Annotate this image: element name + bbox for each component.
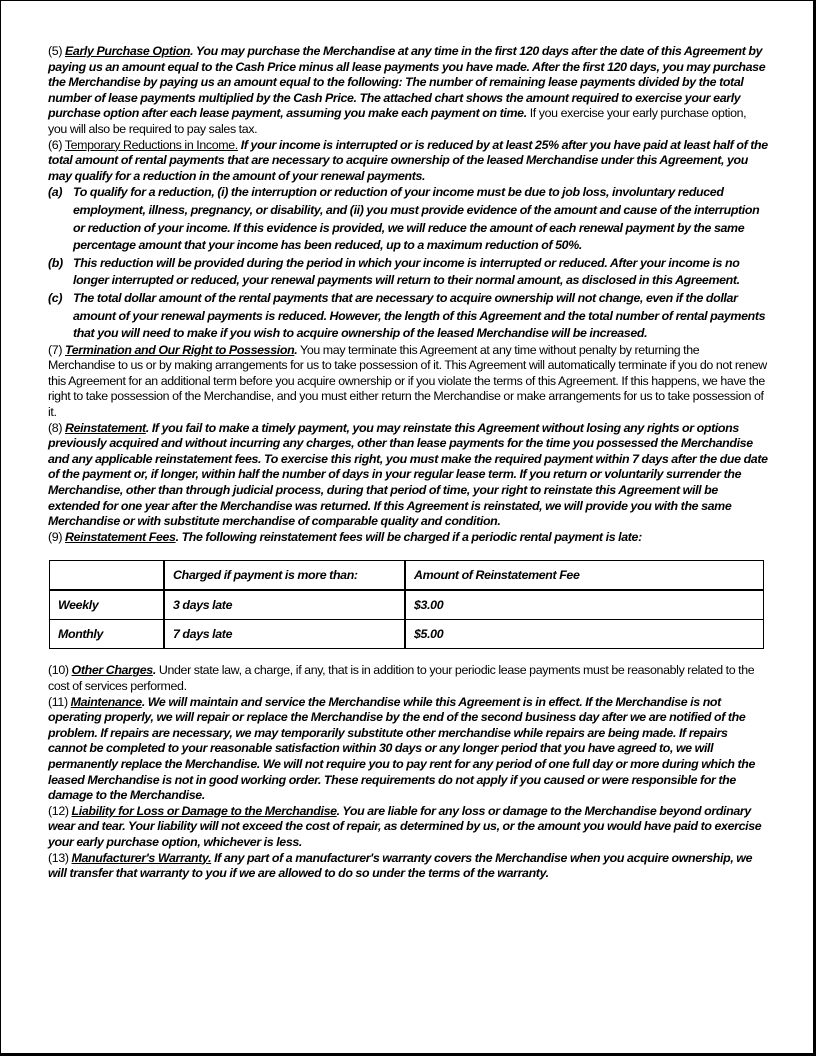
table-header-cell: Amount of Reinstatement Fee (405, 561, 764, 591)
heading-punctuation: . (145, 420, 149, 435)
table-header-cell: Charged if payment is more than: (164, 561, 405, 591)
table-cell-period: Monthly (50, 620, 165, 649)
section-heading: Reinstatement (65, 420, 146, 435)
sub-item-text: This reduction will be provided during the period in which your income is interrupted or reduced. After your income is no longer interrupted or reduced, your renewal payments will return to their normal amount, as disclosed in this Agreement. (73, 255, 740, 288)
heading-punctuation: . (294, 342, 298, 357)
table-cell-fee: $3.00 (405, 590, 764, 620)
section-bold-text: If your income is interrupted or is reduced by at least 25% after you have paid at least half of the total amount of rental payments that are necessary to acquire ownership of the leased Merchandise under this Agreement, you may qualify for a reduction in the amount of your renewal payments. (48, 137, 768, 183)
heading-punctuation: . (336, 803, 340, 818)
section-heading: Manufacturer's Warranty. (71, 850, 212, 865)
section-number: (8) (48, 420, 65, 435)
section-other-charges (48, 663, 768, 694)
section-number: (13) (48, 850, 72, 865)
document-content (48, 44, 768, 882)
sub-item-a (48, 184, 768, 254)
section-bold-text: We will maintain and service the Merchandise while this Agreement is in effect. If the Merchandise is not operating properly, we will repair or replace the Merchandise by the end of the second business day after we are notified of the problem. If repairs are necessary, we may temporarily substitute other merchandise while repairs are being made. If repairs cannot be completed to your reasonable satisfaction within 30 days or any longer period that you have agreed to, we will permanently replace the Merchandise. We will not require you to pay rent for any period of one full day or more during which the leased Merchandise is not in good working order. These requirements do not apply if you caused or were responsible for the damage to the Merchandise. (48, 694, 756, 803)
section-number: (11) (48, 694, 71, 709)
sub-item-b (48, 255, 768, 290)
sub-item-text: The total dollar amount of the rental payments that are necessary to acquire ownership will not change, even if the dollar amount of your renewal payments is reduced. However, the length of this Agreement and the total number of rental payments that you will need to make if you wish to acquire ownership of the leased Merchandise will be increased. (73, 290, 766, 341)
section-number: (10) (48, 663, 72, 678)
heading-punctuation: . (141, 694, 145, 709)
section-bold-text: You are liable for any loss or damage to the Merchandise beyond ordinary wear and tear. Your liability will not exceed the cost of repair, as determined by us, or the amount you would have paid to exercise your early purchase option, whichever is less. (48, 803, 762, 849)
sub-item-label: (b) (48, 255, 63, 270)
table-cell-late-threshold: 7 days late (164, 620, 405, 649)
table-row (50, 590, 764, 620)
section-heading: Termination and Our Right to Possession (65, 342, 295, 357)
heading-punctuation: . (190, 44, 196, 58)
section-plain-text: Under state law, a charge, if any, that is in addition to your periodic lease payments must be reasonably related to the cost of services performed. (48, 663, 755, 693)
section-number: (7) (48, 342, 65, 357)
section-reinstatement-fees (48, 530, 768, 546)
section-liability (48, 804, 768, 851)
section-number: (6) (48, 137, 65, 152)
sub-item-text: To qualify for a reduction, (i) the interruption or reduction of your income must be due to job loss, involuntary reduced employment, illness, pregnancy, or disability, and (ii) you must provide evidence of the amount and cause of the interruption or reduction of your income. If this evidence is provided, we will reduce the amount of each renewal payment by the same percentage amount that your income has been reduced, up to a maximum reduction of 50%. (73, 185, 760, 253)
section-heading: Maintenance (70, 694, 142, 709)
heading-punctuation: . (175, 529, 179, 544)
table-cell-fee: $5.00 (405, 620, 764, 649)
reinstatement-fees-table (49, 560, 764, 649)
section-bold-text: You may purchase the Merchandise at any time in the first 120 days after the date of this Agreement by paying us an amount equal to the Cash Price minus all lease payments you have made. After the first 120 days, you may purchase the Merchandise by paying us an amount equal to the following: The number of remaining lease payments divided by the total number of lease payments multiplied by the Cash Price. The attached chart shows the amount required to exercise your early purchase option after each lease payment, assuming you make each payment on time. (48, 44, 766, 121)
section-manufacturer-warranty (48, 851, 768, 882)
section-number: (9) (48, 529, 65, 544)
section-number: (12) (48, 803, 72, 818)
table-cell-late-threshold: 3 days late (164, 590, 405, 620)
section-temporary-reductions (48, 138, 768, 185)
section-heading: Temporary Reductions in Income. (64, 137, 238, 152)
section-bold-text: The following reinstatement fees will be charged if a periodic rental payment is late: (178, 529, 642, 544)
sub-item-label: (c) (48, 290, 63, 305)
table-row (50, 620, 764, 649)
section-heading: Liability for Loss or Damage to the Merchandise (71, 803, 337, 818)
section-termination (48, 343, 768, 421)
table-cell-period: Weekly (50, 590, 165, 620)
heading-punctuation: . (152, 663, 156, 678)
section-reinstatement (48, 421, 768, 530)
table-header-cell (50, 561, 165, 591)
section-maintenance (48, 695, 768, 804)
section-heading: Early Purchase Option (65, 44, 191, 58)
table-header-row (50, 561, 764, 591)
sub-item-c (48, 290, 768, 343)
section-heading: Reinstatement Fees (65, 529, 176, 544)
sub-item-label: (a) (48, 185, 63, 200)
section-number: (5) (48, 44, 65, 58)
section-heading: Other Charges (71, 663, 153, 678)
section-bold-text: If any part of a manufacturer's warranty covers the Merchandise when you acquire ownership, we will transfer that warranty to you if we are allowed to do so under the terms of the warranty. (48, 850, 753, 881)
section-bold-text: If you fail to make a timely payment, you may reinstate this Agreement without losing any rights or options previously acquired and without incurring any charges, other than lease payments for the time you possessed the Merchandise and any applicable reinstatement fees. To exercise this right, you must make the required payment within 7 days after the due date of the payment or, if longer, within half the number of days in your regular lease term. If you return or voluntarily surrender the Merchandise, other than through judicial process, during that period of time, your right to reinstate this Agreement will be extended for one year after the Merchandise was returned. If this Agreement is reinstated, we will provide you with the same Merchandise or with substitute merchandise of comparable quality and condition. (48, 420, 768, 529)
section-plain-text: You may terminate this Agreement at any time without penalty by returning the Merchandise to us or by making arrangements for us to take possession of it. This Agreement will automatically terminate if you do not renew this Agreement for an additional term before you acquire ownership or if you violate the terms of this Agreement. If this happens, we have the right to take possession of the Merchandise, and you must either return the Merchandise or make arrangements for us to take possession of it. (48, 342, 767, 420)
section-early-purchase-option (48, 44, 768, 138)
section-plain-text: If you exercise your early purchase option, you will also be required to pay sales tax. (48, 106, 747, 136)
